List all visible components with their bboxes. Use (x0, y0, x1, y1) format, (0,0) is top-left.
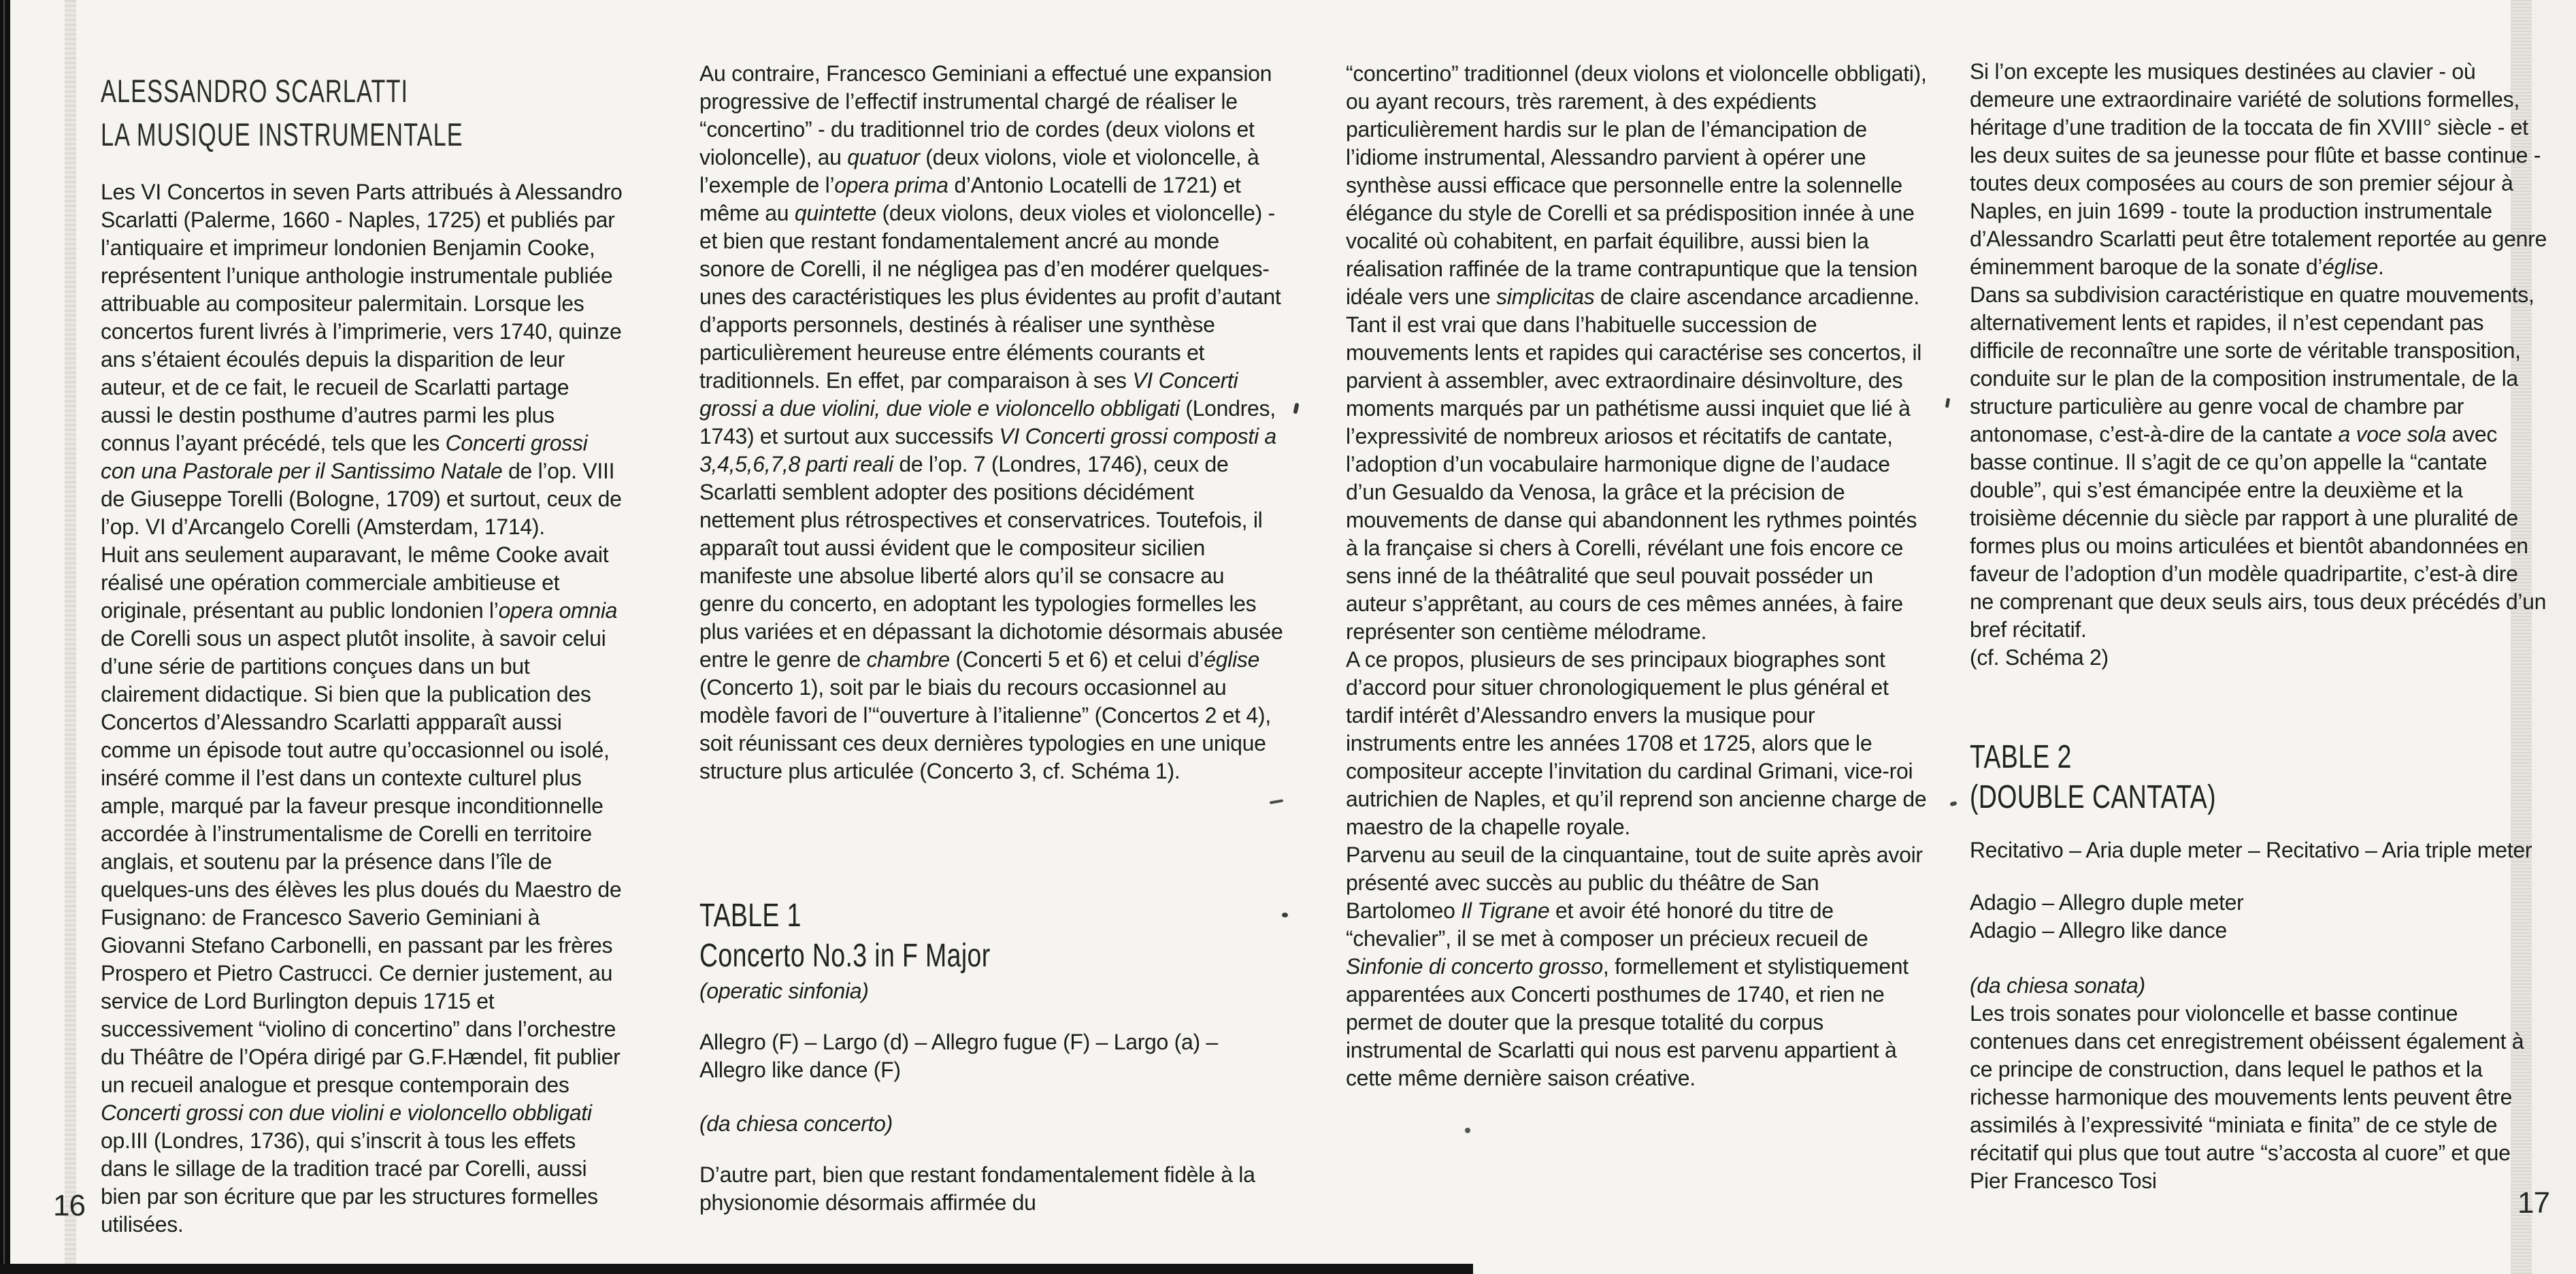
paragraph: Si l’on excepte les musiques destinées au clavier - où demeure une extraordinaire variété de solutions formelles, héritage d’une tradition de la toccata de fin XVIII° siècle - et les deux suites de sa jeunesse pour flûte et basse continue - toutes deux composées au cours de son premier séjour à Naples, en juin 1699 - toute la production instrumentale d’Alessandro Scarlatti peut être totalement reportée au genre éminemment baroque de la sonate d’église. (1970, 59, 2547, 279)
table2-movement-line: Adagio – Allegro like dance (1970, 918, 2227, 943)
column-1 (101, 69, 625, 1239)
table1-subtitle: (operatic sinfonia) (699, 979, 869, 1003)
paragraph: Les VI Concertos in seven Parts attribués à Alessandro Scarlatti (Palerme, 1660 - Naples, 1725) et publiés par l’antiquaire et imprimeur londonien Benjamin Cooke, représentent l’unique anthologie instrumentale publiée attribuable au compositeur palermitain. Lorsque les concertos furent livrés à l’imprimerie, vers 1740, quinze ans s’étaient écoulés depuis la disparition de leur auteur, et de ce fait, le recueil de Scarlatti partage aussi le destin posthume d’autres parmi les plus connus l’ayant précédé, tels que les Concerti grossi con una Pastorale per il Santissimo Natale de l’op. VIII de Giuseppe Torelli (Bologne, 1709) et surtout, ceux de l’op. VI d’Arcangelo Corelli (Amsterdam, 1714). (101, 180, 623, 539)
table2-closing-paragraph: Les trois sonates pour violoncelle et basse continue contenues dans cet enregistrement obéissent également à ce principe de construction, dans lequel le pathos et la richesse harmonique des mouvements lents peuvent être assimilés à l’expressivité “miniata e finita” de ce style de récitatif qui plus que tout autre “s’accosta al cuore” et que Pier Francesco Tosi (1970, 1001, 2524, 1193)
paragraph: “concertino” traditionnel (deux violons et violoncelle obbligati), ou ayant recours, très rarement, à des expédients particulièrement hardis sur le plan de l’émancipation de l’idiome instrumental, Alessandro parvient à opérer une synthèse aussi efficace que personnelle entre la solennelle élégance du style de Corelli et sa prédisposition innée à une vocalité où cohabitent, en parfait équilibre, aussi bien la réalisation raffinée de la trame contrapuntique que la tension idéale vers une simplicitas de claire ascendance arcadienne. (1346, 61, 1927, 309)
ink-speck (1293, 403, 1299, 414)
table2-scheme: Recitativo – Aria duple meter – Recitativo – Aria triple meter (1970, 838, 2532, 862)
column-2 (699, 60, 1283, 785)
ink-speck (1465, 1128, 1470, 1133)
column-1-text (101, 178, 625, 1239)
column-4 (1970, 58, 2547, 672)
article-title (101, 69, 483, 157)
table1-closing-paragraph: D’autre part, bien que restant fondamentalement fidèle à la physionomie désormais affirmée du (699, 1162, 1255, 1215)
page-number-left: 16 (53, 1189, 85, 1222)
table1-movements: Allegro (F) – Largo (d) – Allegro fugue (F) – Largo (a) – Allegro like dance (F) (699, 1030, 1218, 1082)
table-2-block (1970, 737, 2547, 1195)
article-title-line1: ALESSANDRO SCARLATTI (101, 73, 409, 109)
table-1-block (699, 896, 1283, 1217)
paragraph: Tant il est vrai que dans l’habituelle succession de mouvements lents et rapides qui caractérise ses concertos, il parvient à assembler, avec extraordinaire désinvolture, des moments marqués par un pathétisme aussi inquiet que lié à l’expressivité de nombreux ariosos et récitatifs de cantate, l’adoption d’un vocabulaire harmonique digne de l’audace d’un Gesualdo da Venosa, la grâce et la précision de mouvements de danse qui abandonnent les rythmes pointés à la française si chers à Corelli, révélant une fois encore ce sens inné de la théâtralité que seul pouvait posséder un auteur s’apprêtant, au cours de ces mêmes années, à faire représenter son centième mélodrame. (1346, 312, 1922, 644)
table2-title: (DOUBLE CANTATA) (1970, 779, 2216, 815)
paragraph: Au contraire, Francesco Geminiani a effectué une expansion progressive de l’effectif instrumental chargé de réaliser le “concertino” - du traditionnel trio de cordes (deux violons et violoncelle), au quatuor (deux violons, viole et violoncelle, à l’exemple de l’opera prima d’Antonio Locatelli de 1721) et même au quintette (deux violons, deux violes et violoncelle) - et bien que restant fondamentalement ancré au monde sonore de Corelli, il ne négligea pas d’en modérer quelques-unes des caractéristiques les plus évidentes au profit d’autant d’apports personnels, destinés à réaliser une synthèse particulièrement heureuse entre éléments courants et traditionnels. En effet, par comparaison à ses VI Concerti grossi a due violini, due viole e violoncello obbligati (Londres, 1743) et surtout aux successifs VI Concerti grossi composti a 3,4,5,6,7,8 parti reali de l’op. 7 (Londres, 1746), ceux de Scarlatti semblent adopter des positions décidément nettement plus rétrospectives et conservatrices. Toutefois, il apparaît tout aussi évident que le compositeur sicilien manifeste une absolue liberté alors qu’il se consacre au genre du concerto, en adoptant les typologies formelles les plus variées et en dépassant la dichotomie désormais abusée entre le genre de chambre (Concerti 5 et 6) et celui d’église (Concerto 1), soit par le biais du recours occasionnel au modèle favori de l’“ouverture à l’italienne” (Concertos 2 et 4), soit réunissant ces deux dernières typologies en une unique structure plus articulée (Concerto 3, cf. Schéma 1). (699, 61, 1283, 783)
paragraph: A ce propos, plusieurs de ses principaux biographes sont d’accord pour situer chronologiquement le plus général et tardif intérêt d’Alessandro envers la musique pour instruments entre les années 1708 et 1725, alors que le compositeur accepte l’invitation du cardinal Grimani, vice-roi autrichien de Naples, et qu’il reprend son ancienne charge de maestro de la chapelle royale. (1346, 647, 1927, 839)
paragraph: Dans sa subdivision caractéristique en quatre mouvements, alternativement lents et rapides, il n’est cependant pas difficile de reconnaître une sorte de véritable transposition, conduite sur le plan de la composition instrumentale, de la structure particulière au genre vocal de chambre par antonomase, c’est-à-dire de la cantate a voce sola avec basse continue. Il s’agit de ce qu’on appelle la “cantate double”, qui s’est émancipée entre la deuxième et la troisième décennie du siècle par rapport à une pluralité de formes plus ou moins articulées et bientôt abandonnées en faveur de l’adoption d’un modèle quadripartite, c’est-à dire ne comprenant que deux seuls airs, tous deux précédés d’un bref récitatif. (1970, 282, 2547, 642)
table2-movement-line: Adagio – Allegro duple meter (1970, 890, 2244, 915)
ink-speck (1270, 799, 1283, 804)
paragraph: (cf. Schéma 2) (1970, 645, 2109, 670)
column-3 (1346, 60, 1930, 1092)
table1-heading: TABLE 1 (699, 898, 802, 934)
paragraph: Parvenu au seuil de la cinquantaine, tout de suite après avoir présenté avec succès au public du théâtre de San Bartolomeo Il Tigrane et avoir été honoré du titre de “chevalier”, il se met à composer un précieux recueil de Sinfonie di concerto grosso, formellement et stylistiquement apparentées aux Concerti posthumes de 1740, et rien ne permet de douter que la presque totalité du corpus instrumental de Scarlatti qui nous est parvenu appartient à cette même dernière saison créative. (1346, 843, 1923, 1090)
ink-speck (1282, 913, 1288, 917)
scan-edge-bottom (0, 1264, 1473, 1274)
paragraph: Huit ans seulement auparavant, le même Cooke avait réalisé une opération commerciale ambitieuse et originale, présentant au public londonien l’opera omnia de Corelli sous un aspect plutôt insolite, à savoir celui d’une série de partitions conçues dans un but clairement didactique. Si bien que la publication des Concertos d’Alessandro Scarlatti appparaît aussi comme un épisode tout autre qu’occasionnel ou isolé, inséré comme il l’est dans un contexte culturel plus ample, marqué par la faveur presque inconditionnelle accordée à l’instrumentalisme de Corelli en territoire anglais, et soutenu par la présence dans l’île de quelques-uns des élèves les plus doués du Maestro de Fusignano: de Francesco Saverio Geminiani à Giovanni Stefano Carbonelli, en passant par les frères Prospero et Pietro Castrucci. Ce dernier justement, au service de Lord Burlington depuis 1715 et successivement “violino di concertino” dans l’orchestre du Théâtre de l’Opéra dirigé par G.F.Hændel, fit publier un recueil analogue et presque contemporain des Concerti grossi con due violini e violoncello obbligati op.III (Londres, 1736), qui s’inscrit à tous les effets dans le sillage de la tradition tracé par Corelli, aussi bien par son écriture que par les structures formelles utilisées. (101, 542, 622, 1237)
page-fold-shadow-left (65, 0, 76, 1274)
table2-genre-note: (da chiesa sonata) (1970, 973, 2145, 998)
table2-heading: TABLE 2 (1970, 739, 2072, 775)
scan-edge-left (0, 0, 10, 1274)
ink-speck (1945, 398, 1950, 408)
table2-movements (1970, 889, 2547, 945)
table1-title: Concerto No.3 in F Major (699, 938, 991, 974)
ink-speck (1949, 801, 1957, 806)
page-number-right: 17 (2517, 1186, 2549, 1220)
article-title-line2: LA MUSIQUE INSTRUMENTALE (101, 116, 463, 152)
table1-genre-note: (da chiesa concerto) (699, 1111, 893, 1136)
